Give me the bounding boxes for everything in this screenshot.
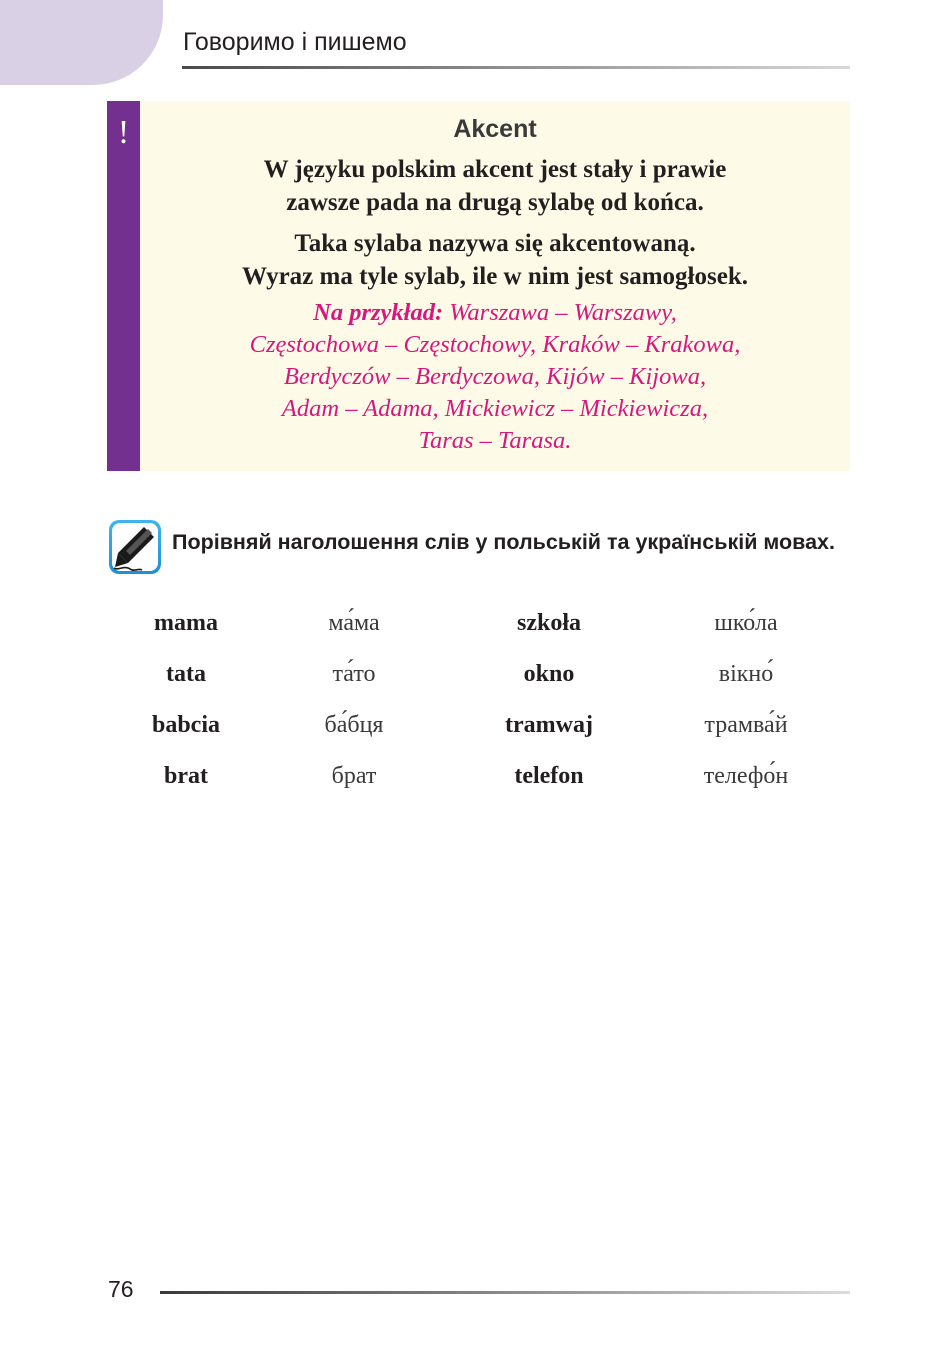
examples-line: Adam – Adama, Mickiewicz – Mickiewicza, bbox=[281, 395, 709, 422]
header-divider bbox=[182, 66, 850, 69]
rule-line: Wyraz ma tyle sylab, ile w nim jest samogłosek. bbox=[242, 263, 748, 290]
ukrainian-word: та́то bbox=[332, 661, 376, 687]
rule-line: zawsze pada na drugą sylabę od końca. bbox=[286, 189, 704, 216]
examples-lead: Na przykład: bbox=[313, 299, 444, 326]
ukrainian-word: ма́ма bbox=[328, 610, 380, 636]
rule-line: W języku polskim akcent jest stały i prawie bbox=[263, 156, 727, 183]
examples-line: Taras – Tarasa. bbox=[418, 427, 572, 454]
examples-block bbox=[140, 297, 850, 457]
polish-word: mama bbox=[154, 610, 218, 636]
polish-word: okno bbox=[523, 661, 575, 687]
word-pair-row bbox=[0, 705, 935, 745]
exclamation-icon: ! bbox=[117, 114, 130, 151]
ukrainian-word: телефо́н bbox=[703, 763, 789, 789]
ukrainian-word: вікно́ bbox=[718, 661, 774, 687]
ukrainian-word: ба́бця bbox=[324, 712, 384, 738]
task-instruction: Порівняй наголошення слів у польській та українській мовах. bbox=[172, 530, 835, 554]
polish-word: babcia bbox=[151, 712, 220, 738]
examples-line: Częstochowa – Częstochowy, Kraków – Krakowa, bbox=[249, 331, 741, 358]
examples-text: Warszawa – Warszawy, bbox=[443, 299, 677, 326]
polish-word: tata bbox=[166, 661, 206, 687]
rule-line: Taka sylaba nazywa się akcentowaną. bbox=[294, 230, 696, 257]
word-pair-row bbox=[0, 603, 935, 643]
polish-word: brat bbox=[164, 763, 208, 789]
ukrainian-word: шко́ла bbox=[714, 610, 778, 636]
section-title: Говоримо і пишемо bbox=[183, 28, 407, 56]
examples-line: Berdyczów – Berdyczowa, Kijów – Kijowa, bbox=[283, 363, 707, 390]
polish-word: szkoła bbox=[516, 610, 581, 636]
polish-word: telefon bbox=[514, 763, 584, 789]
ukrainian-word: брат bbox=[331, 763, 377, 789]
examples-line bbox=[140, 297, 850, 329]
rule-paragraph-2 bbox=[140, 227, 850, 293]
info-box-title: Akcent bbox=[453, 115, 537, 143]
rule-info-box bbox=[107, 101, 850, 471]
rule-paragraph-1 bbox=[140, 153, 850, 219]
footer-divider bbox=[160, 1291, 850, 1294]
info-box-stripe bbox=[107, 101, 140, 471]
ukrainian-word: трамва́й bbox=[704, 712, 788, 738]
info-box-content bbox=[140, 101, 850, 457]
polish-word: tramwaj bbox=[505, 712, 593, 738]
pen-writing-icon bbox=[108, 519, 162, 575]
page-number: 76 bbox=[108, 1276, 134, 1302]
chapter-corner-tab bbox=[0, 0, 163, 85]
word-pair-row bbox=[0, 654, 935, 694]
word-pair-row bbox=[0, 756, 935, 796]
